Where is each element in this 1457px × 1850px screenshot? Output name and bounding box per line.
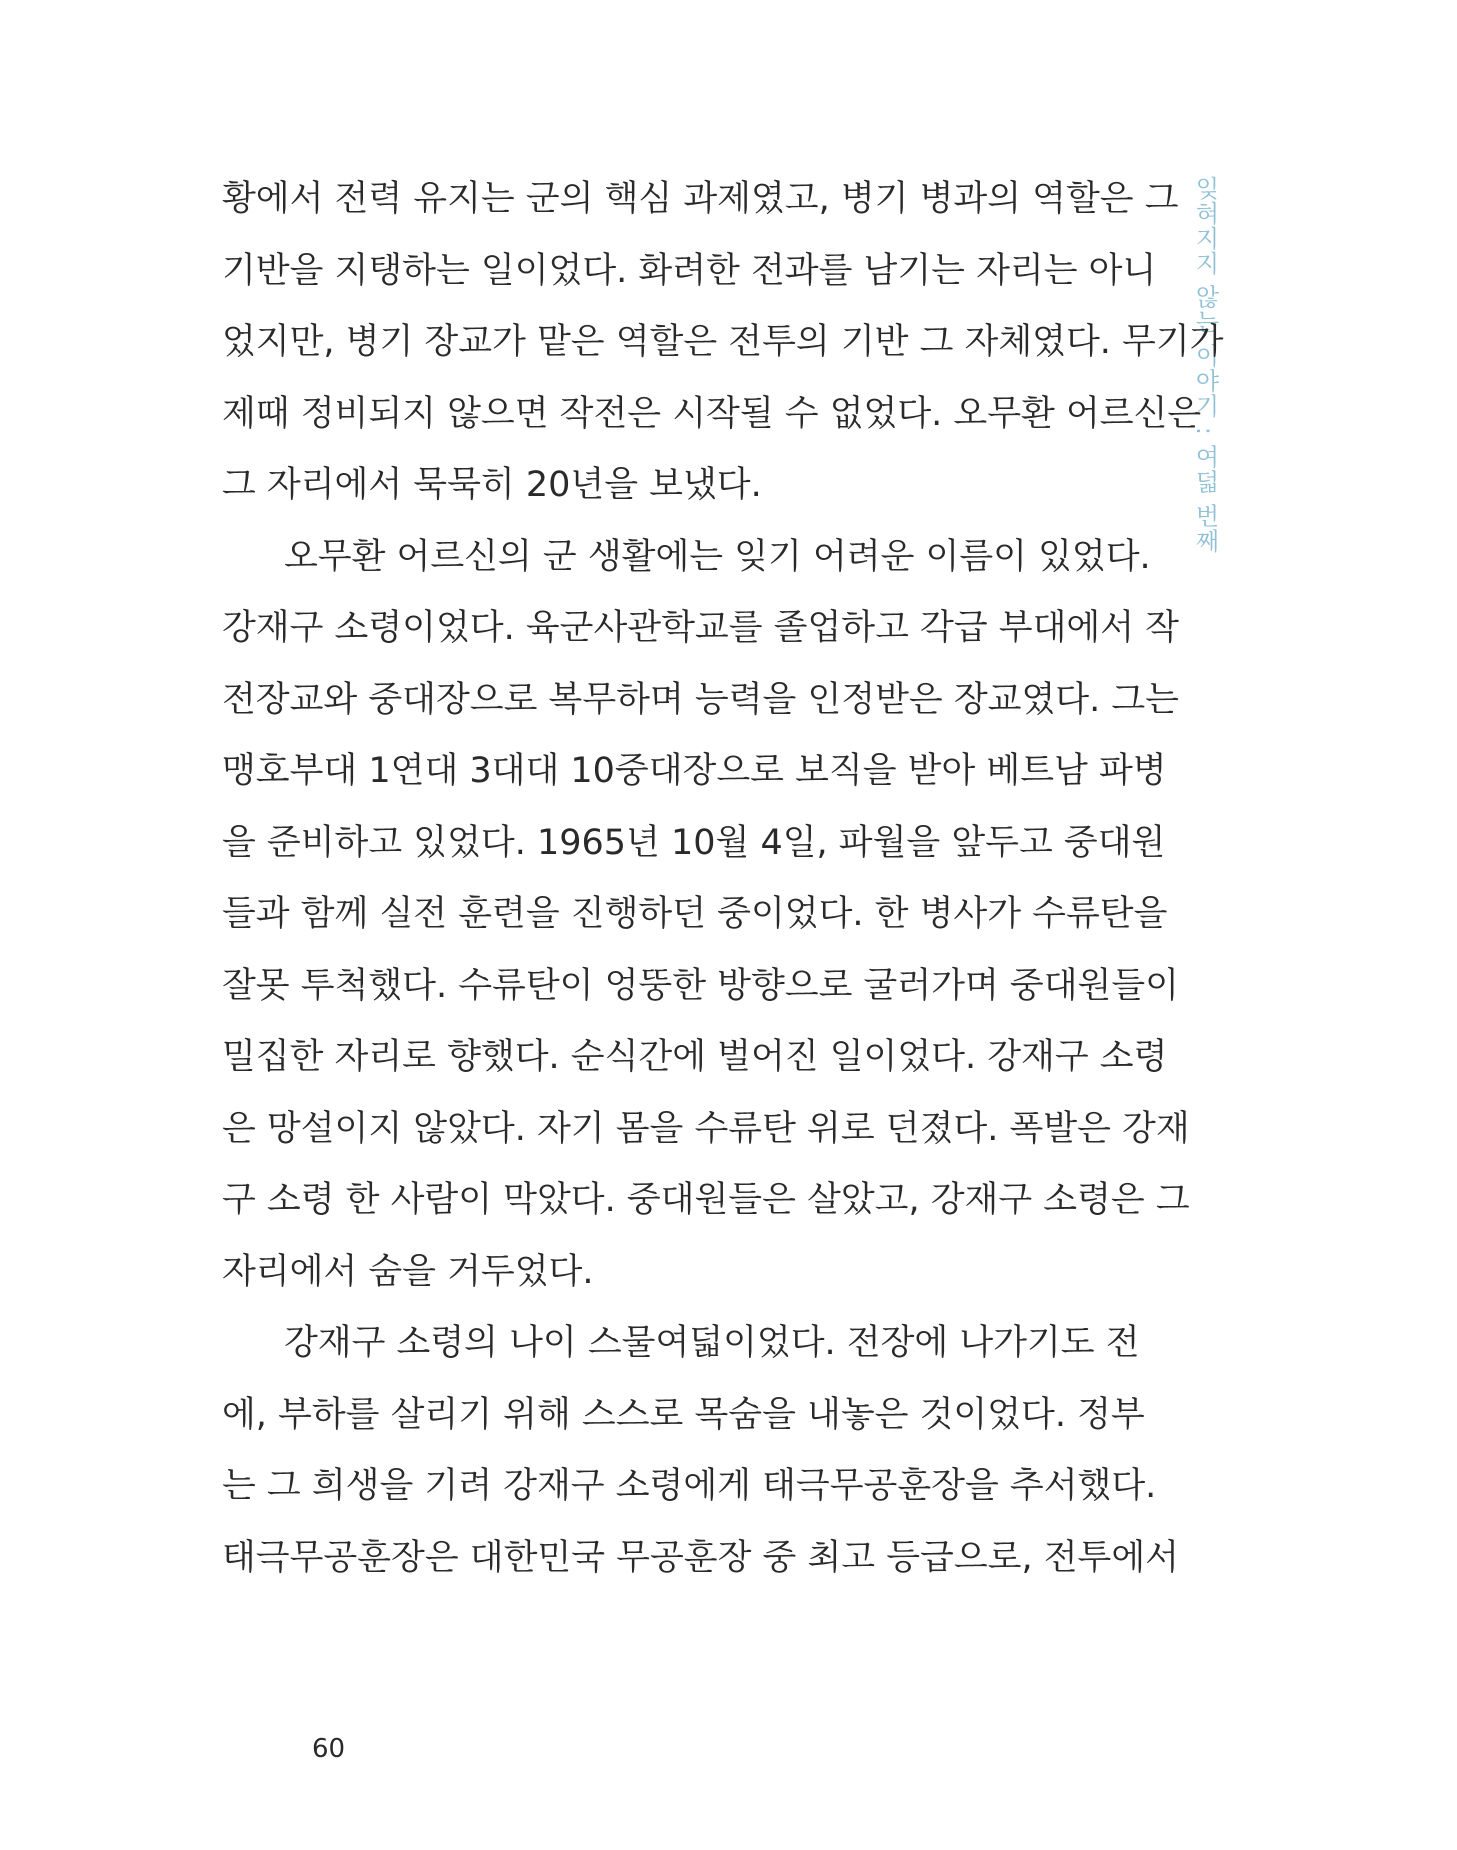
text-line: 전장교와 중대장으로 복무하며 능력을 인정받은 장교였다. 그는 — [222, 679, 1179, 720]
text-line: 에, 부하를 살리기 위해 스스로 목숨을 내놓은 것이었다. 정부 — [222, 1394, 1145, 1435]
text-line: 맹호부대 1연대 3대대 10중대장으로 보직을 받아 베트남 파병 — [222, 751, 1167, 791]
text-line: 기반을 지탱하는 일이었다. 화려한 전과를 남기는 자리는 아니 — [222, 250, 1157, 291]
text-line: 잘못 투척했다. 수류탄이 엉뚱한 방향으로 굴러가며 중대원들이 — [222, 965, 1179, 1006]
text-line: 밀집한 자리로 향했다. 순식간에 벌어진 일이었다. 강재구 소령 — [222, 1037, 1168, 1077]
text-line: 었지만, 병기 장교가 맡은 역할은 전투의 기반 그 자체였다. 무기가 — [222, 322, 1224, 362]
paragraph-2 — [222, 522, 1190, 1309]
text-line: 은 망설이지 않았다. 자기 몸을 수류탄 위로 던졌다. 폭발은 강재 — [222, 1108, 1190, 1149]
text-line: 을 준비하고 있었다. 1965년 10월 4일, 파월을 앞두고 중대원 — [222, 822, 1166, 863]
text-line: 강재구 소령의 나이 스물여덟이었다. 전장에 나가기도 전 — [284, 1323, 1140, 1363]
text-line: 황에서 전력 유지는 군의 핵심 과제였고, 병기 병과의 역할은 그 — [222, 179, 1179, 219]
text-line: 강재구 소령이었다. 육군사관학교를 졸업하고 각급 부대에서 작 — [222, 608, 1179, 648]
paragraph-3 — [222, 1308, 1179, 1594]
text-line: 태극무공훈장은 대한민국 무공훈장 중 최고 등급으로, 전투에서 — [222, 1537, 1179, 1578]
text-line: 들과 함께 실전 훈련을 진행하던 중이었다. 한 병사가 수류탄을 — [222, 894, 1168, 934]
text-line: 그 자리에서 묵묵히 20년을 보냈다. — [222, 465, 762, 505]
text-line: 제때 정비되지 않으면 작전은 시작될 수 없었다. 오무환 어르신은 — [222, 393, 1202, 434]
running-head: 잊혀지지 않는 이야기 : 여덟 번째 — [1191, 176, 1219, 554]
text-line: 자리에서 숨을 거두었다. — [222, 1251, 594, 1292]
text-line: 구 소령 한 사람이 막았다. 중대원들은 살았고, 강재구 소령은 그 — [222, 1180, 1190, 1220]
page-number: 60 — [312, 1734, 346, 1764]
text-line: 오무환 어르신의 군 생활에는 잊기 어려운 이름이 있었다. — [284, 536, 1151, 577]
text-line: 는 그 희생을 기려 강재구 소령에게 태극무공훈장을 추서했다. — [222, 1466, 1157, 1506]
